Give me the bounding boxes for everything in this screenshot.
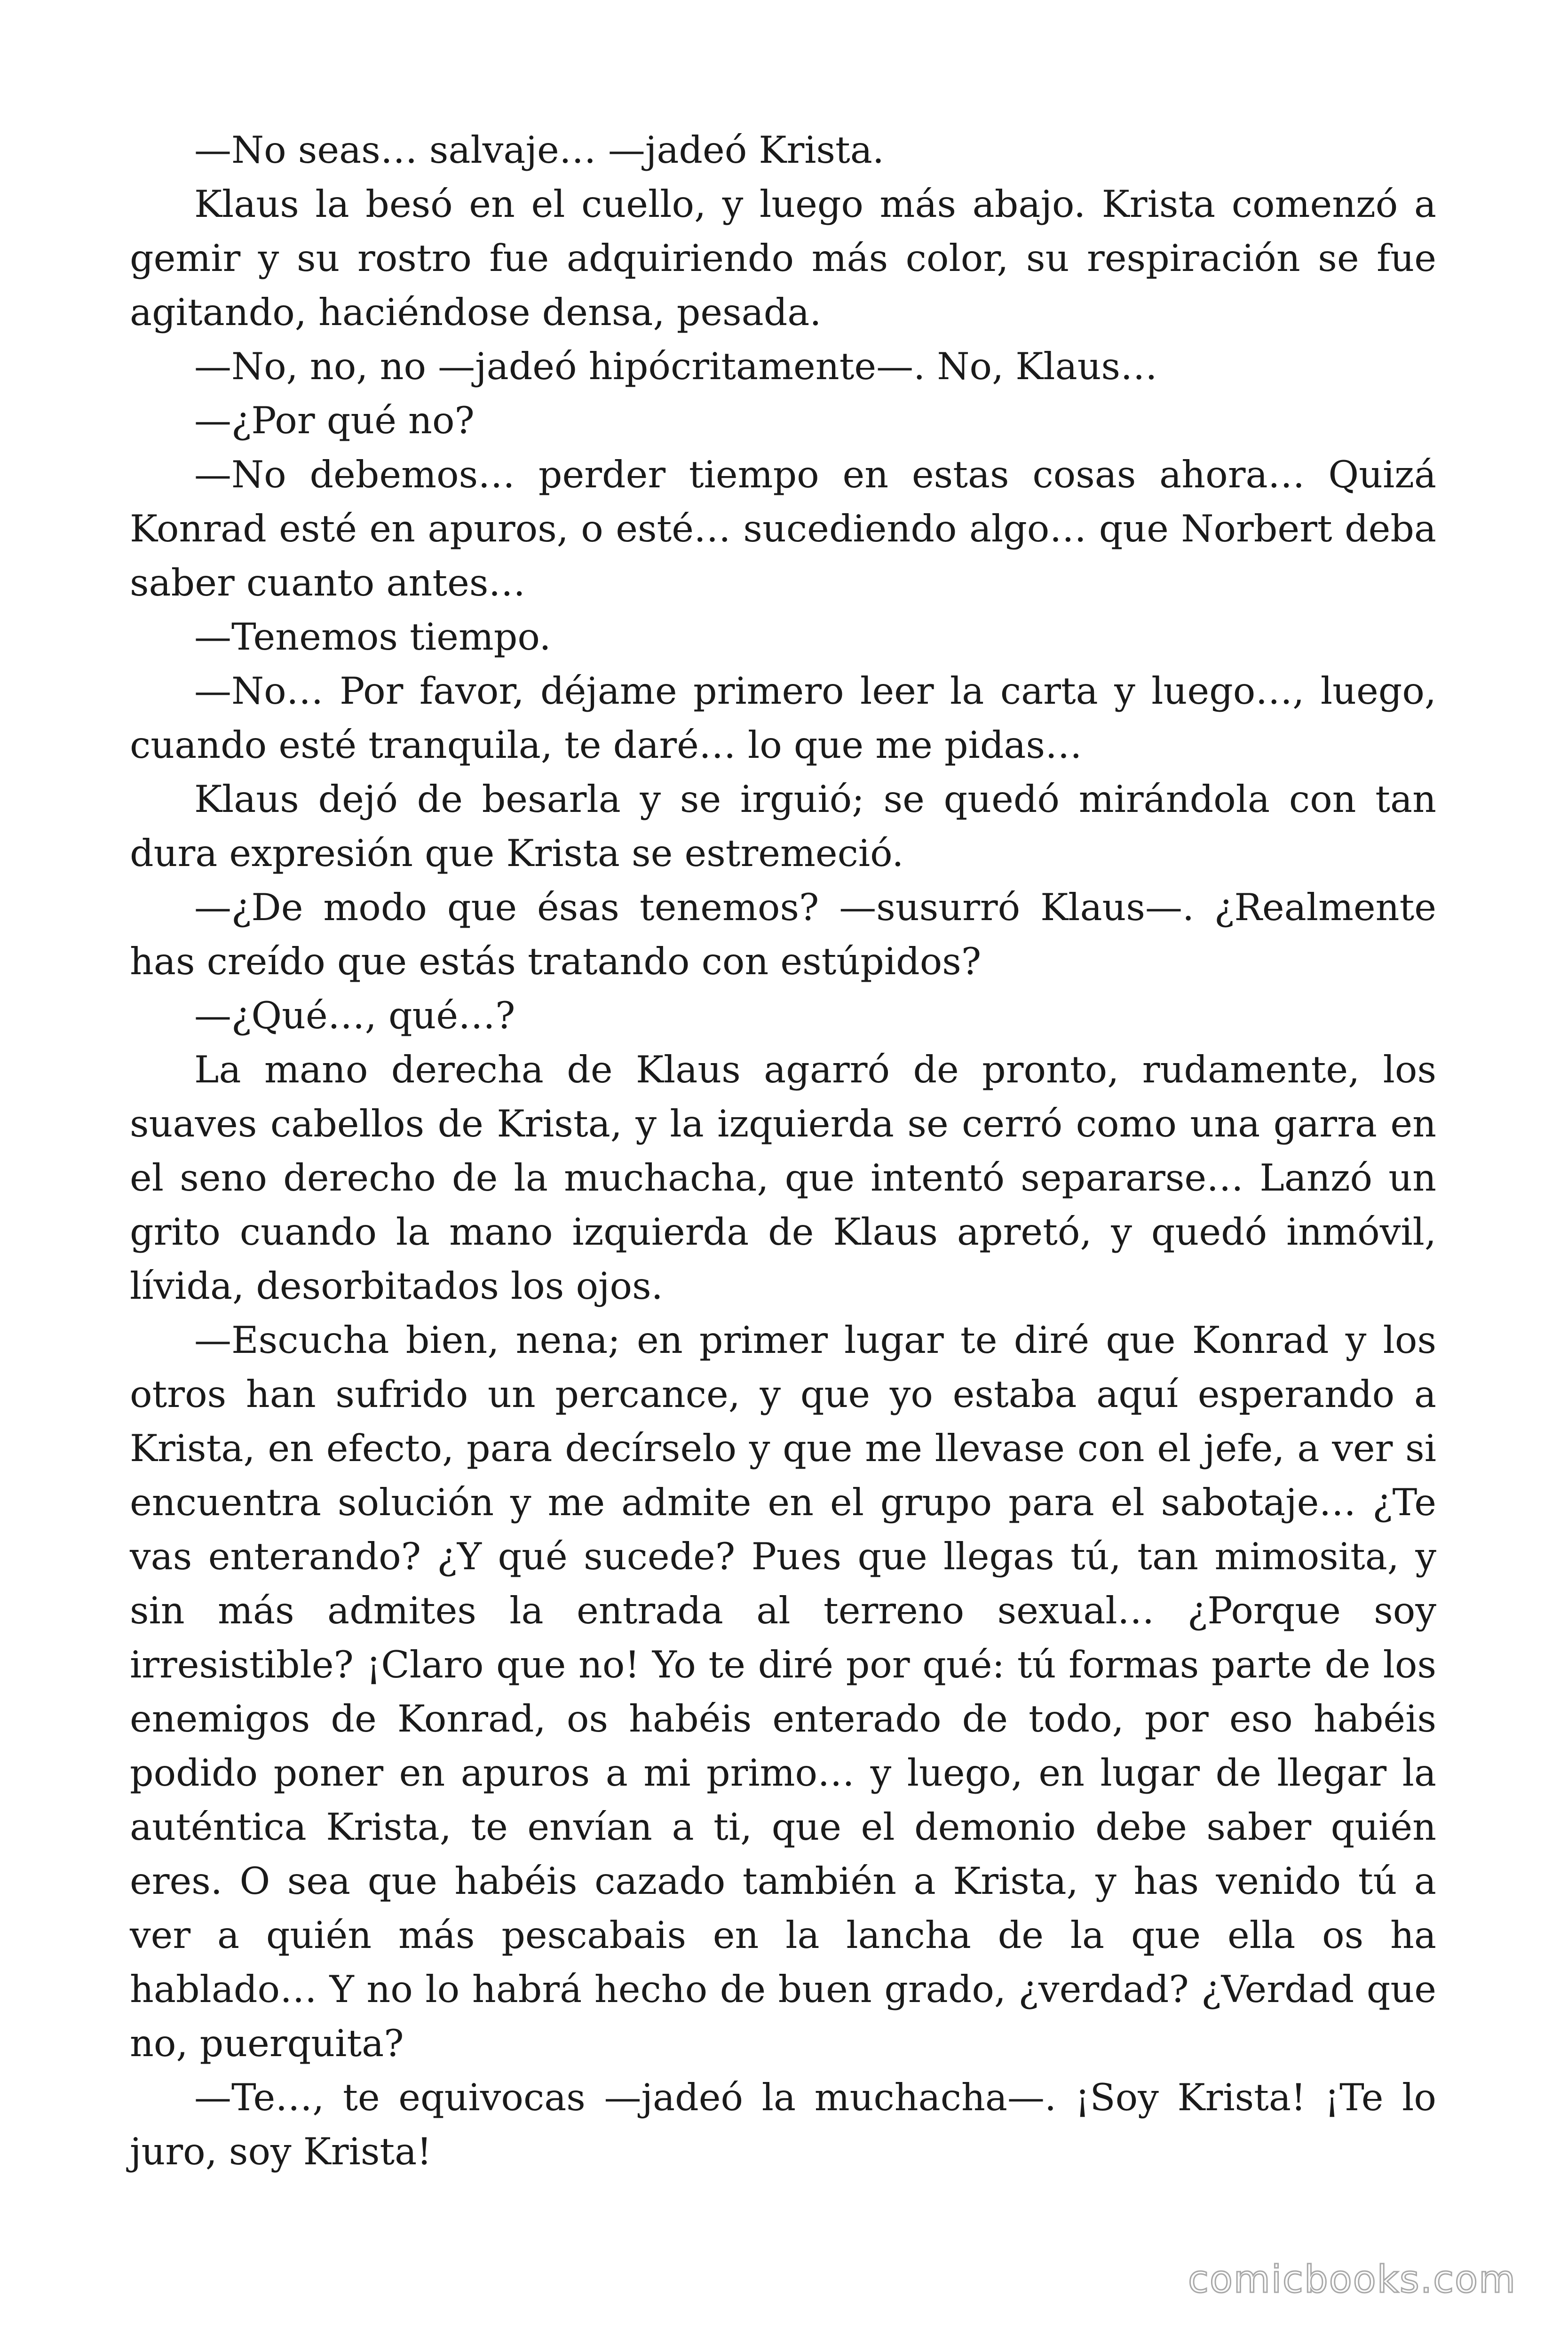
paragraph: —No, no, no —jadeó hipócritamente—. No, Klaus…: [194, 345, 1158, 388]
paragraph: —No… Por favor, déjame primero leer la carta y luego…, luego, cuando esté tranquila, te daré… lo que me pidas…: [130, 669, 1436, 767]
paragraph: —¿Por qué no?: [194, 399, 475, 442]
watermark: comicbooks.com: [1188, 2257, 1516, 2301]
paragraph: —Te…, te equivocas —jadeó la muchacha—. ¡Soy Krista! ¡Te lo juro, soy Krista!: [130, 2076, 1436, 2173]
paragraph: —No seas… salvaje… —jadeó Krista.: [194, 128, 884, 172]
paragraph: Klaus la besó en el cuello, y luego más abajo. Krista comenzó a gemir y su rostro fue adquiriendo más color, su respiración se fue agitando, haciéndose densa, pesada.: [130, 183, 1436, 334]
paragraph: —¿Qué…, qué…?: [194, 994, 515, 1037]
page-body-text: [130, 123, 1436, 2179]
paragraph: La mano derecha de Klaus agarró de pronto, rudamente, los suaves cabellos de Krista, y la izquierda se cerró como una garra en el seno derecho de la muchacha, que intentó separarse… Lanzó un grito cuando la mano izquierda de Klaus apretó, y quedó inmóvil, lívida, desorbitados los ojos.: [130, 1048, 1436, 1308]
paragraph: —Escucha bien, nena; en primer lugar te diré que Konrad y los otros han sufrido un percance, y que yo estaba aquí esperando a Krista, en efecto, para decírselo y que me llevase con el jefe, a ver si encuentra solución y me admite en el grupo para el sabotaje… ¿Te vas enterando? ¿Y qué sucede? Pues que llegas tú, tan mimosita, y sin más admites la entrada al terreno sexual… ¿Porque soy irresistible? ¡Claro que no! Yo te diré por qué: tú formas parte de los enemigos de Konrad, os habéis enterado de todo, por eso habéis podido poner en apuros a mi primo… y luego, en lugar de llegar la auténtica Krista, te envían a ti, que el demonio debe saber quién eres. O sea que habéis cazado también a Krista, y has venido tú a ver a quién más pescabais en la lancha de la que ella os ha hablado… Y no lo habrá hecho de buen grado, ¿verdad? ¿Verdad que no, puerquita?: [130, 1319, 1436, 2065]
paragraph: —Tenemos tiempo.: [194, 615, 551, 659]
paragraph: —No debemos… perder tiempo en estas cosas ahora… Quizá Konrad esté en apuros, o esté… sucediendo algo… que Norbert deba saber cuanto antes…: [130, 453, 1436, 604]
paragraph: —¿De modo que ésas tenemos? —susurró Klaus—. ¿Realmente has creído que estás tratando con estúpidos?: [130, 886, 1436, 983]
paragraph: Klaus dejó de besarla y se irguió; se quedó mirándola con tan dura expresión que Krista se estremeció.: [130, 778, 1436, 875]
